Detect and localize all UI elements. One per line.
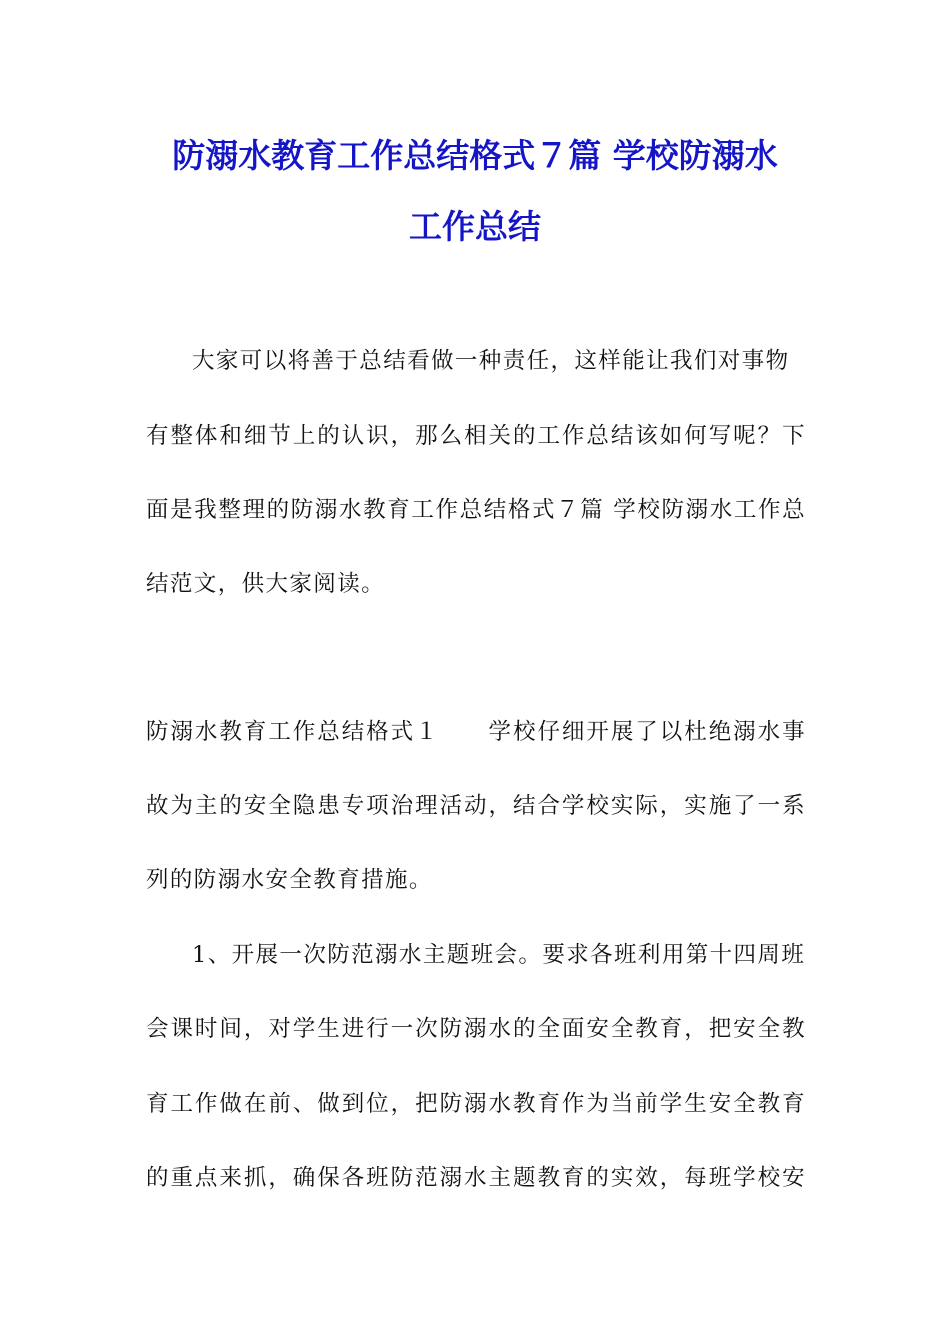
section1-line-2: 故为主的安全隐患专项治理活动，结合学校实际，实施了一系	[146, 793, 806, 819]
intro-line-2: 有整体和细节上的认识，那么相关的工作总结该如何写呢？下	[146, 423, 806, 449]
section1-line-3: 列的防溺水安全教育措施。	[146, 867, 433, 893]
document-title-line-2: 工作总结	[409, 207, 541, 246]
item1-line-2: 会课时间，对学生进行一次防溺水的全面安全教育，把安全教	[146, 1016, 806, 1042]
document-title-line-1: 防溺水教育工作总结格式７篇 学校防溺水	[172, 136, 778, 175]
item1-line-1: 1、开展一次防范溺水主题班会。要求各班利用第十四周班	[192, 942, 806, 968]
item1-line-3: 育工作做在前、做到位，把防溺水教育作为当前学生安全教育	[146, 1091, 806, 1117]
item1-line-4: 的重点来抓，确保各班防范溺水主题教育的实效，每班学校安	[146, 1165, 806, 1191]
intro-line-4: 结范文，供大家阅读。	[146, 571, 386, 597]
intro-line-1: 大家可以将善于总结看做一种责任，这样能让我们对事物	[192, 348, 790, 374]
section1-line-1: 防溺水教育工作总结格式１ 学校仔细开展了以杜绝溺水事	[146, 719, 806, 745]
intro-line-3: 面是我整理的防溺水教育工作总结格式７篇 学校防溺水工作总	[146, 497, 806, 523]
